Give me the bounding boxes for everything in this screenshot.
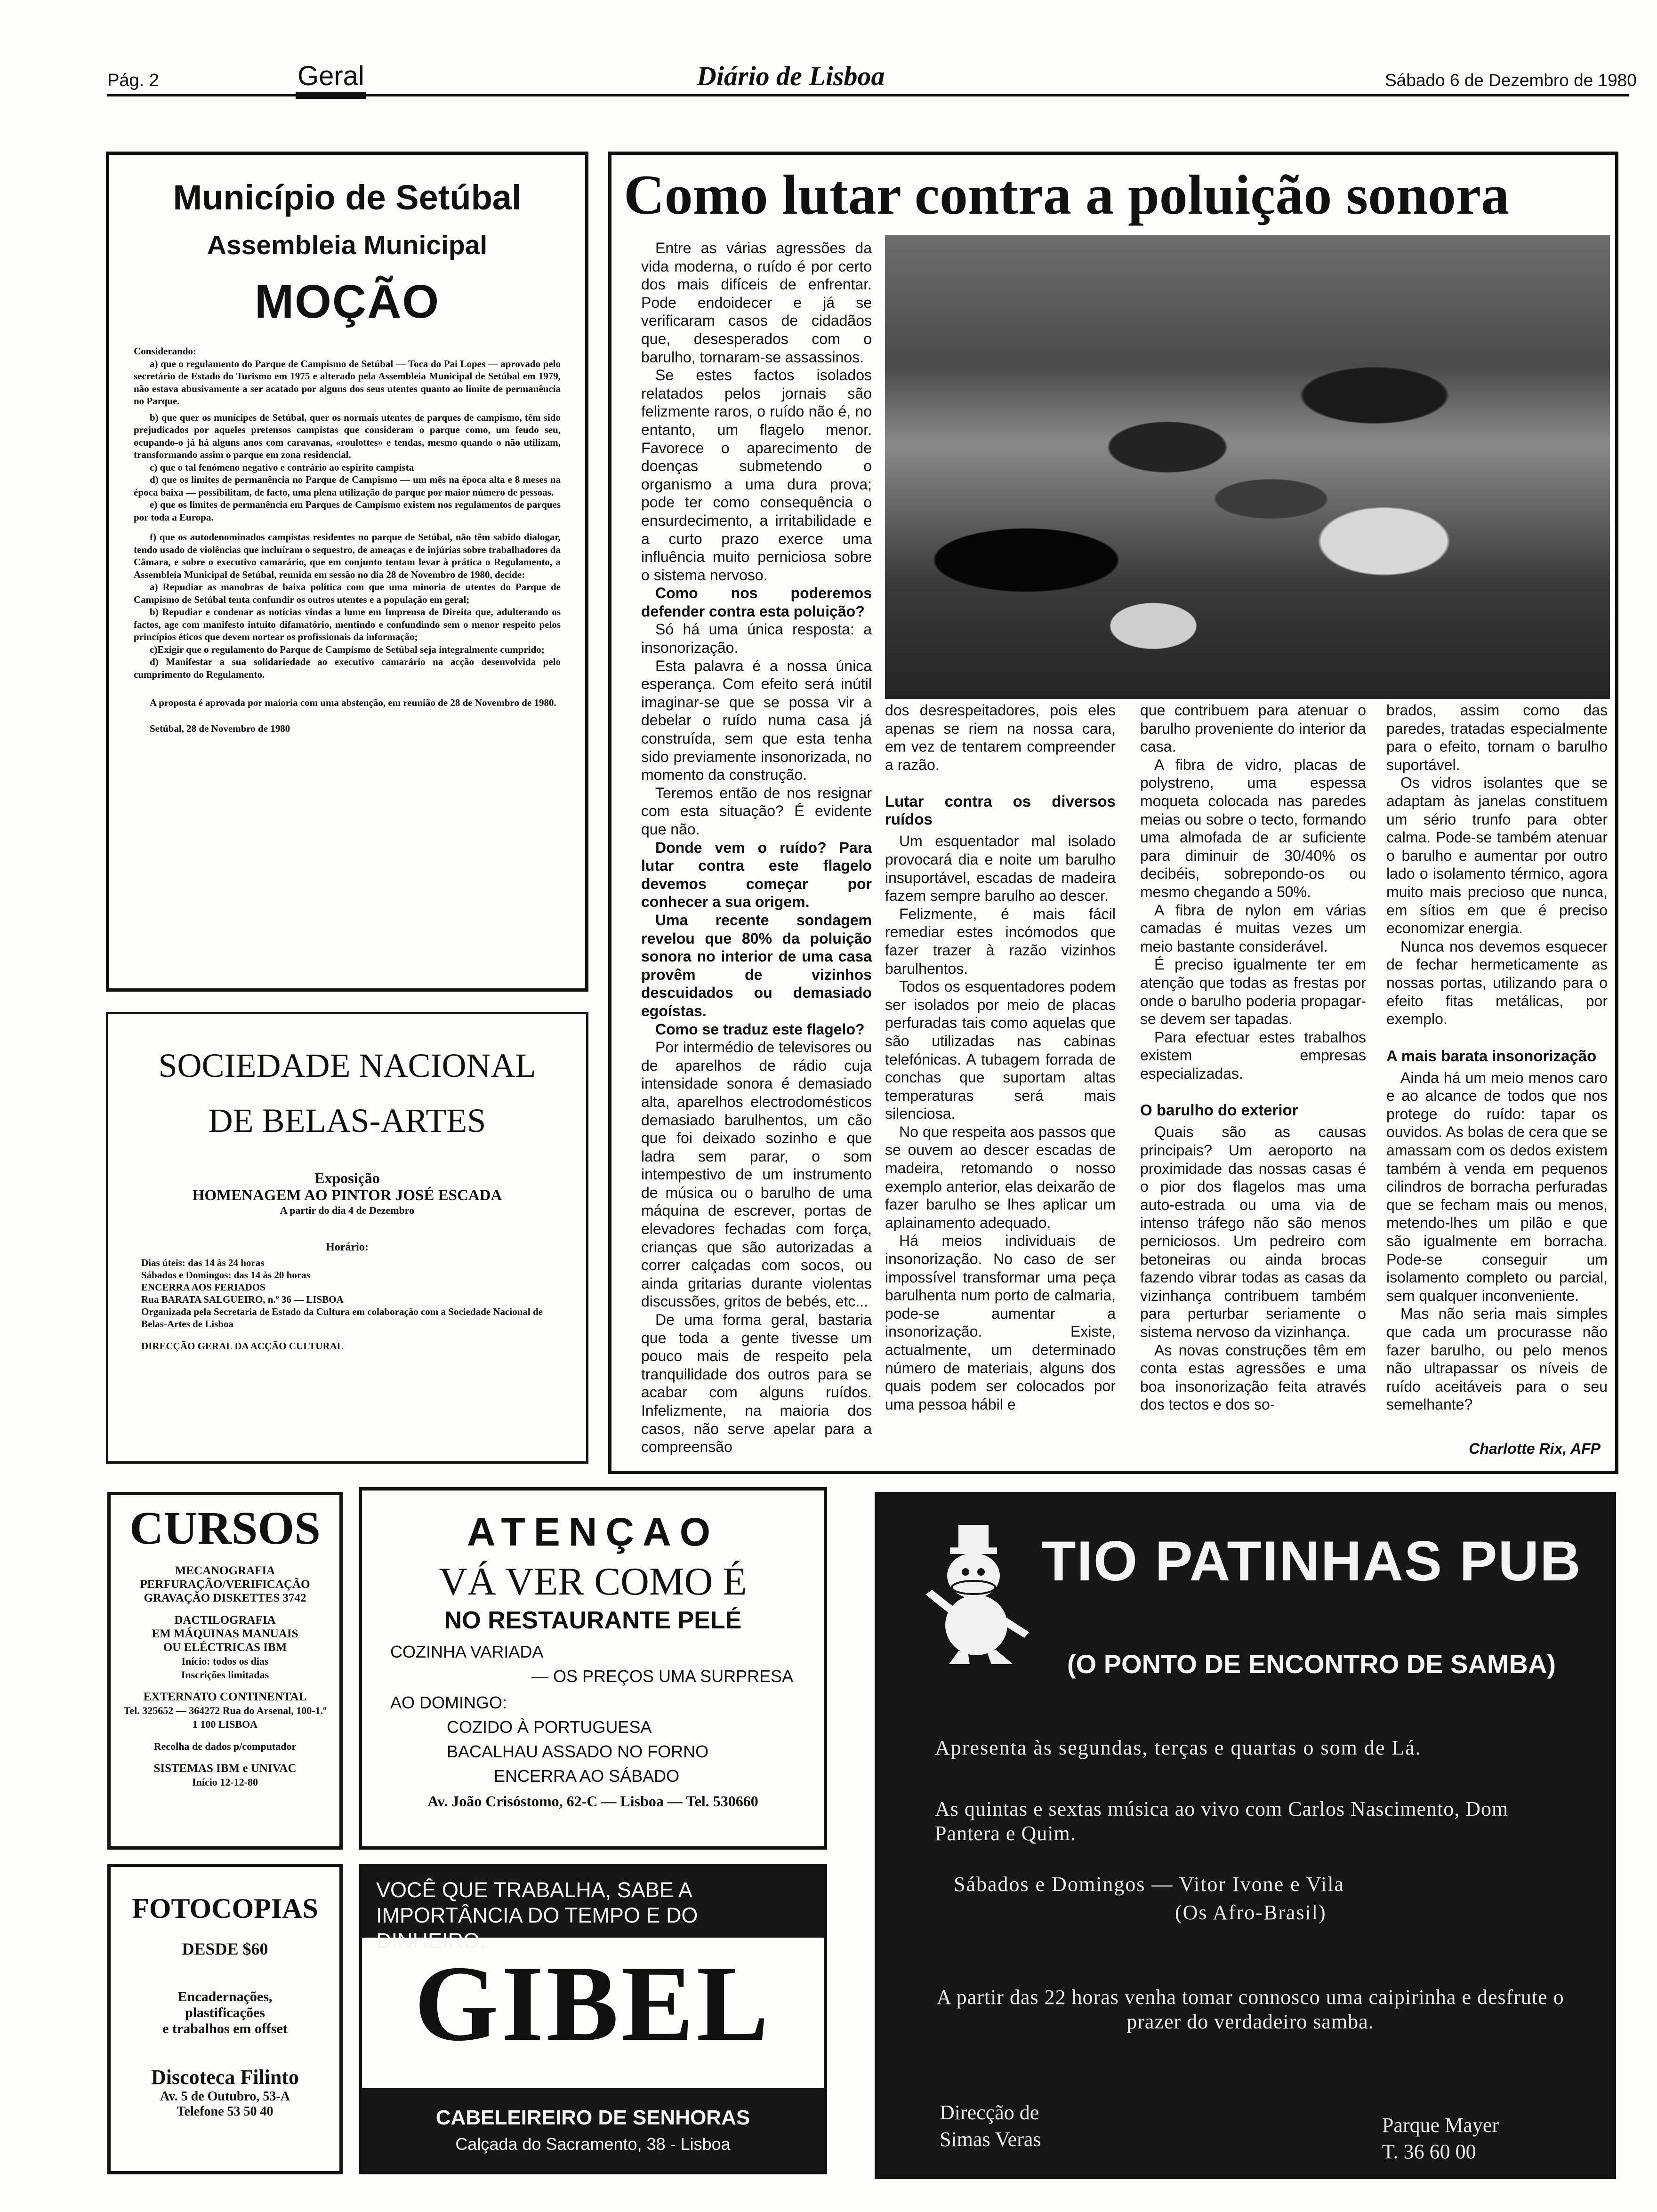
mocao-para: Considerando: [134, 345, 197, 357]
gibel-cabeleireiro: CABELEIREIRO DE SENHORAS [435, 2106, 750, 2129]
gibel-logo: GIBEL [414, 1943, 772, 2063]
pub-line-5: A partir das 22 horas venha tomar connosco uma caipirinha e desfrute o prazer do verdadeiro samba. [936, 1986, 1564, 2033]
discoteca-filinto: Discoteca Filinto [151, 2066, 299, 2089]
article-paragraph: As novas construções têm em conta estas agressões e uma boa insonorização feita através dos tectos e dos so- [1140, 1341, 1366, 1413]
trabalhos-offset: e trabalhos em offset [162, 2021, 288, 2036]
article-col-3 [1140, 701, 1366, 1464]
gibel-morada: Calçada do Sacramento, 38 - Lisboa [455, 2134, 731, 2154]
sociedade-title-line2: DE BELAS-ARTES [208, 1102, 486, 1139]
va-ver-como-e: VÁ VER COMO É [439, 1560, 747, 1603]
restaurante-morada: Av. João Crisóstomo, 62-C — Lisboa — Tel. 530660 [427, 1793, 758, 1810]
cursos-list [117, 1564, 333, 1789]
cursos-line: PERFURAÇÃO/VERIFICAÇÃO [140, 1578, 310, 1591]
mocao-heading: MOÇÃO [254, 275, 440, 328]
gibel-slogan: VOCÊ QUE TRABALHA, SABE A IMPORTÂNCIA DO TEMPO E DO DINHEIRO. [376, 1878, 698, 1953]
encadernacoes: Encadernações, [177, 1989, 273, 2004]
article-paragraph: Felizmente, é mais fácil remediar estes incómodos que fazer trazer à razão vizinhos barulhentos. [885, 905, 1116, 977]
pub-title: TIO PATINHAS PUB [1041, 1530, 1582, 1593]
pub-line-4: (Os Afro-Brasil) [1175, 1901, 1327, 1924]
mocao-para: b) que quer os munícipes de Setúbal, quer os normais utentes de parques de campismo, têm sido prejudicados por aqueles pretensos campistas que consideram o parque como, um feudo seu, ocupando-o já há alguns anos com caravanas, «roulottes» e tendas, mesmo quando o não utilizam, transformando assim o parque em zona residencial. [134, 411, 561, 460]
mocao-signature: Setúbal, 28 de Novembro de 1980 [150, 722, 290, 734]
cozinha-variada: COZINHA VARIADA [390, 1642, 544, 1661]
pub-line-1: Apresenta às segundas, terças e quartas o som de Lá. [935, 1736, 1422, 1759]
article-paragraph: Só há uma única resposta: a insonorização. [641, 621, 872, 657]
article-lead-question: Como se traduz este flagelo? [655, 1020, 865, 1038]
article-paragraph: Por intermédio de televisores ou de aparelhos de rádio cuja intensidade sonora é demasiado alta, aparelhos electrodomésticos demasiado barulhentos, um cão que foi deixado sozinho e que ladra sem parar, o som intempestivo de um instrumento de música ou o barulho de uma máquina de escrever, portas de elevadores fechadas com força, crianças que são autorizadas a correr calçadas com socos, ou ainda gritarias durante violentas discussões, gritos de bebés, etc... [641, 1039, 872, 1310]
horario-list [141, 1257, 553, 1330]
article-paragraph: Um esquentador mal isolado provocará dia e noite um barulho insuportável, escadas de madeira fazem sempre barulho ao descer. [885, 833, 1116, 905]
mocao-para: c) que o tal fenómeno negativo e contrário ao espírito campista [150, 461, 414, 473]
municipio-title: Município de Setúbal [173, 178, 522, 217]
data-inicio: A partir do dia 4 de Dezembro [280, 1204, 415, 1216]
article-paragraph: Se estes factos isolados relatados pelos jornais são felizmente raros, o ruído não é, no entanto, um flagelo menor. Favorece o aparecimento de doenças submetendo o organismo a uma dura prova; pode ter como consequência o ensurdecimento, a irritabilidade e a curto prazo exerce uma influência muito perniciosa sobre o sistema nervoso. [641, 367, 872, 584]
precos-surpresa: — OS PREÇOS UMA SURPRESA [531, 1667, 794, 1686]
mocao-para: d) que os limites de permanência no Parque de Campismo — um mês na época alta e 8 meses na época baixa — possibilitam, de facto, uma plena utilização do parque por maior número de pessoas. [134, 474, 561, 498]
article-col-4 [1386, 701, 1608, 1435]
homenagem: HOMENAGEM AO PINTOR JOSÉ ESCADA [192, 1187, 502, 1204]
horario-line: Rua BARATA SALGUEIRO, n.º 36 — LISBOA [141, 1294, 344, 1305]
article-paragraph: Para efectuar estes trabalhos existem empresas especializadas. [1140, 1028, 1366, 1082]
pub-direccao-1: Direcção de [940, 2101, 1039, 2124]
cursos-box [107, 1492, 343, 1850]
mocao-para: a) que o regulamento do Parque de Campismo de Setúbal — Toca do Pai Lopes — aprovado pelo secretário de Estado do Turismo em 1975 e alterado pela Assembleia Municipal de Setúbal em 1979, não estava abusivamente a ser acatado por alguns dos seus utentes quanto ao limite de permanência no Parque. [134, 358, 561, 407]
section-rule-mark [296, 92, 366, 99]
cursos-line: GRAVAÇÃO DISKETTES 3742 [144, 1592, 306, 1604]
sociedade-title-line1: SOCIEDADE NACIONAL [158, 1047, 536, 1084]
cursos-line: EM MÁQUINAS MANUAIS [152, 1627, 298, 1640]
municipio-box [106, 152, 588, 992]
cursos-line: Tel. 325652 — 364272 Rua do Arsenal, 100-1.º [123, 1705, 327, 1716]
horario-line: ENCERRA AOS FERIADOS [141, 1282, 265, 1293]
article-paragraph: Nunca nos devemos esquecer de fechar hermeticamente as nossas portas, utilizando para o efeito fitas metálicas, por exemplo. [1386, 938, 1608, 1028]
ao-domingo: AO DOMINGO: [390, 1693, 507, 1712]
article-paragraph: A fibra de nylon em várias camadas é muitas vezes um meio bastante considerável. [1140, 901, 1366, 955]
cursos-line: 1 100 LISBOA [192, 1718, 258, 1730]
atencao-box [359, 1487, 827, 1850]
article-paragraph: Há meios individuais de insonorização. No caso de ser impossível transformar uma peça barulhenta num porto de calmaria, pode-se aumentar a insonorização. Existe, actualmente, um determinado número de materiais, alguns dos quais podem ser colocados por uma pessoa hábil e [885, 1232, 1116, 1413]
horario-line: Dias úteis: das 14 às 24 horas [141, 1257, 265, 1268]
article-paragraph: que contribuem para atenuar o barulho proveniente do interior da casa. [1140, 702, 1366, 755]
cursos-line: Inscrições limitadas [181, 1669, 269, 1681]
section-label: Geral [298, 61, 364, 91]
atencao-title: ATENÇAO [467, 1510, 719, 1554]
fotocopias-title: FOTOCOPIAS [132, 1893, 318, 1924]
fotocopias-preco: DESDE $60 [182, 1940, 268, 1958]
issue-date: Sábado 6 de Dezembro de 1980 [1385, 71, 1637, 90]
page-number: Pág. 2 [107, 71, 159, 90]
cursos-line: OU ELÉCTRICAS IBM [163, 1641, 287, 1654]
article-title: Como lutar contra a poluição sonora [624, 163, 1510, 226]
gibel-box [359, 1864, 827, 2174]
mocao-para: c)Exigir que o regulamento do Parque de Campismo de Setúbal seja integralmente cumprido; [150, 643, 545, 655]
municipio-subtitle: Assembleia Municipal [207, 230, 488, 260]
plastificacoes: plastificações [185, 2005, 265, 2020]
traffic-photo [885, 235, 1610, 699]
article-paragraph: Todos os esquentadores podem ser isolados por meio de placas perfuradas tais como aquelas que são utilizadas nas cabinas telefónicas. A tubagem forrada de conchas que suportam altas temperaturas será mais silenciosa. [885, 978, 1116, 1122]
cursos-title: CURSOS [129, 1502, 321, 1554]
cursos-line: EXTERNATO CONTINENTAL [143, 1691, 307, 1703]
article-paragraph: De uma forma geral, bastaria que toda a gente tivesse um pouco mais de respeito pela tranquilidade dos outros para se acabar com alguns ruídos. Infelizmente, na maioria dos casos, não serve apelar para a compreensão [641, 1311, 872, 1456]
pub-line-3: Sábados e Domingos — Vitor Ivone e Vila [954, 1873, 1344, 1896]
article-subhead: O barulho do exterior [1140, 1101, 1298, 1119]
encerra-sabado: ENCERRA AO SÁBADO [494, 1766, 680, 1786]
pub-telefone: T. 36 60 00 [1382, 2140, 1476, 2163]
article-paragraph: É preciso igualmente ter em atenção que todas as frestas por onde o barulho poderia propagar-se devem ser tapadas. [1140, 956, 1366, 1028]
article-subhead: Lutar contra os diversos ruídos [885, 793, 1116, 828]
article-paragraph: Os vidros isolantes que se adaptam às janelas constituem um sério trunfo para obter calma. Pode-se também atenuar o barulho e aumentar por outro lado o isolamento térmico, agora muito mais precioso que nunca, em sítios em que é preciso economizar energia. [1386, 774, 1608, 937]
mocao-para: b) Repudiar e condenar as notícias vindas a lume em Imprensa de Direita que, adulterando os factos, age com manifesto intuito difamatório, mentindo e confundindo sem o menor respeito pelos princípios éticos que devem nortear os profissionais da informação; [134, 606, 561, 642]
gibel-slogan-panel [362, 1867, 824, 1953]
article-subhead: A mais barata insonorização [1386, 1047, 1597, 1065]
pub-direccao-2: Simas Veras [940, 2128, 1041, 2151]
mocao-para: A proposta é aprovada por maioria com uma abstenção, em reunião de 28 de Novembro de 1980. [150, 697, 556, 708]
sociedade-box [106, 1012, 588, 1464]
masthead: Diário de Lisboa [697, 61, 885, 91]
pub-subtitle: (O PONTO DE ENCONTRO DE SAMBA) [1067, 1649, 1556, 1679]
article-paragraph: Entre as várias agressões da vida moderna, o ruído é por certo dos mais difíceis de enfrentar. Pode endoidecer e já se verificaram casos de cidadãos que, desesperados com o barulho, tornaram-se assassinos. [641, 240, 872, 366]
article-lead-question: Donde vem o ruído? Para lutar contra este flagelo devemos começar por conhecer a sua origem. [641, 839, 872, 911]
duck-mascot-icon [921, 1524, 1034, 1665]
pub-box [875, 1492, 1616, 2179]
article-lead-question: Como nos poderemos defender contra esta poluição? [641, 585, 872, 620]
cozido: COZIDO À PORTUGUESA [447, 1717, 652, 1737]
article-paragraph: No que respeita aos passos que se ouvem ao descer escadas de madeira, retomando o nosso exemplo anterior, elas deixarão de fazer barulho se lhes aplicar um aplainamento adequado. [885, 1123, 1116, 1231]
discoteca-tel: Telefone 53 50 40 [177, 2104, 273, 2119]
mocao-para: d) Manifestar a sua solidariedade ao executivo camarário na acção desenvolvida pelo cumprimento do Regulamento. [134, 656, 561, 680]
discoteca-av: Av. 5 de Outubro, 53-A [160, 2089, 290, 2104]
cursos-line: MECANOGRAFIA [175, 1564, 275, 1577]
article-paragraph: Esta palavra é a nossa única esperança. Com efeito será inútil imaginar-se que se possa vir a debelar o ruído numa casa já construída, sem que esta tenha sido previamente insonorizada, no momento da construção. [641, 657, 872, 784]
article-lead-question: Uma recente sondagem revelou que 80% da poluição sonora no interior de uma casa provêm de vizinhos descuidados ou demasiado egoístas. [641, 911, 872, 1019]
cursos-line: DACTILOGRAFIA [174, 1614, 276, 1627]
article-paragraph: Ainda há um meio menos caro e ao alcance de todos que nos protege do ruído: tapar os ouvidos. As bolas de cera que se amassam com os dedos existem também à venda em pequenos cilindros de borracha perfuradas que se fecham mais ou menos, metendo-lhes um pilão e que são igualmente em borracha. Pode-se conseguir um isolamento completo ou parcial, sem qualquer inconveniente. [1386, 1069, 1608, 1304]
article-paragraph: brados, assim como das paredes, tratadas especialmente para o efeito, tornam o barulho suportável. [1386, 702, 1608, 773]
horario-line: Organizada pela Secretaria de Estado da Cultura em colaboração com a Sociedade Nacional de Belas-Artes de Lisboa [141, 1306, 543, 1330]
article-paragraph: dos desrespeitadores, pois eles apenas se riem na nossa cara, em vez de tentarem compreender a razão. [885, 702, 1116, 773]
mocao-body [134, 345, 561, 735]
article-col-1 [641, 239, 872, 1463]
pub-line-2: As quintas e sextas música ao vivo com Carlos Nascimento, Dom Pantera e Quim. [935, 1797, 1509, 1845]
exposicao-label: Exposição [314, 1170, 380, 1186]
article-paragraph: Mas não seria mais simples que cada um procurasse não fazer barulho, ou pelo menos não ultrapassar os níveis de ruído aceitáveis para o seu semelhante? [1386, 1305, 1608, 1413]
mocao-para: e) que os limites de permanência em Parques de Campismo existem nos regulamentos de parques por toda a Europa. [134, 499, 561, 523]
article-col-2 [885, 701, 1116, 1464]
bacalhau: BACALHAU ASSADO NO FORNO [447, 1742, 709, 1761]
mocao-para: f) que os autodenominados campistas residentes no parque de Setúbal, não têm sabido dialogar, tendo usado de violências que incluíram o sequestro, de ameaças e de injúrias sobre trabalhadores da Câmara, e sobre o executivo camarário, que em conjunto tentam levar à prática o Regulamento, a Assembleia Municipal de Setúbal, reunida em sessão no dia 28 de Novembro de 1980, decide: [134, 531, 561, 580]
article-paragraph: A fibra de vidro, placas de polystreno, uma espessa moqueta colocada nas paredes meias ou sobre o tecto, formando uma almofada de ar suficiente para diminuir de 30/40% os decibéis, sobrepondo-os ou mesmo chegando a 50%. [1140, 756, 1366, 900]
article-byline: Charlotte Rix, AFP [1469, 1440, 1601, 1457]
restaurante-pele: NO RESTAURANTE PELÉ [444, 1607, 742, 1634]
cursos-line: Início: todos os dias [181, 1655, 269, 1667]
pub-parque-mayer: Parque Mayer [1382, 2114, 1499, 2137]
direccao-geral: DIRECÇÃO GERAL DA ACÇÃO CULTURAL [141, 1340, 344, 1352]
cursos-line: SISTEMAS IBM e UNIVAC [153, 1762, 297, 1775]
mocao-para: a) Repudiar as manobras de baixa política com que uma minoria de utentes do Parque de Campismo de Setúbal tenta confundir os outros utentes e a população em geral; [134, 581, 561, 605]
cursos-line: Recolha de dados p/computador [153, 1740, 297, 1752]
article-paragraph: Quais são as causas principais? Um aeroporto na proximidade das nossas casas é o pior dos flagelos mas uma auto-estrada ou uma via de intenso tráfego não são menos perniciosos. Um pedreiro com betoneiras ou ainda brocas fazendo vibrar todas as casas da vizinhança contribuem também para perturbar seriamente o sistema nervoso da vizinhança. [1140, 1123, 1366, 1340]
fotocopias-box [107, 1864, 343, 2174]
horario-label: Horário: [326, 1241, 369, 1253]
article-paragraph: Teremos então de nos resignar com esta situação? É evidente que não. [641, 784, 872, 838]
horario-line: Sábados e Domingos: das 14 às 20 horas [141, 1269, 310, 1281]
gibel-footer-panel [362, 2088, 824, 2171]
cursos-line: Início 12-12-80 [192, 1776, 258, 1788]
